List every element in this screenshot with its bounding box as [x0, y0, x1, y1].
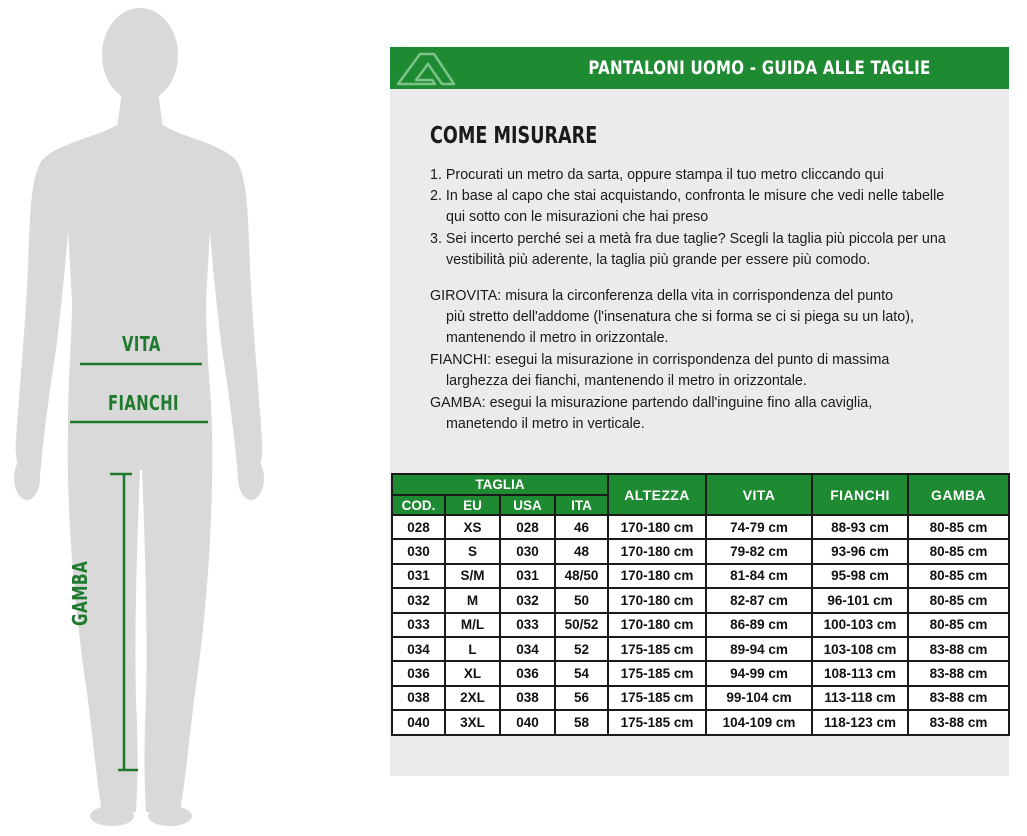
table-row — [392, 686, 1009, 710]
table-row — [392, 613, 1009, 637]
table-row — [392, 588, 1009, 612]
instruction-step-2: 2. In base al capo che stai acquistando, confronta le misure che vedi nelle tabelle qui sotto con le misurazioni che hai preso — [430, 188, 945, 225]
cell-ita: 48 — [555, 539, 608, 563]
cell-usa: 040 — [500, 710, 555, 734]
instruction-step-1: 1. Procurati un metro da sarta, oppure stampa il tuo metro cliccando qui — [430, 167, 884, 183]
cell-usa: 032 — [500, 588, 555, 612]
cell-usa: 036 — [500, 661, 555, 685]
cell-altezza: 175-185 cm — [608, 661, 706, 685]
header-vita: VITA — [706, 474, 812, 515]
cell-cod: 031 — [392, 564, 445, 588]
cell-eu: XL — [445, 661, 500, 685]
cell-vita: 89-94 cm — [706, 637, 812, 661]
cell-vita: 79-82 cm — [706, 539, 812, 563]
label-gamba: GAMBA — [68, 560, 92, 626]
cell-altezza: 170-180 cm — [608, 539, 706, 563]
header-cod: COD. — [392, 495, 445, 515]
cell-altezza: 170-180 cm — [608, 564, 706, 588]
cell-vita: 86-89 cm — [706, 613, 812, 637]
cell-fianchi: 96-101 cm — [812, 588, 908, 612]
cell-gamba: 83-88 cm — [908, 686, 1009, 710]
cell-usa: 034 — [500, 637, 555, 661]
header-gamba: GAMBA — [908, 474, 1009, 515]
cell-fianchi: 103-108 cm — [812, 637, 908, 661]
cell-gamba: 80-85 cm — [908, 515, 1009, 539]
cell-ita: 54 — [555, 661, 608, 685]
page-title: PANTALONI UOMO - GUIDA ALLE TAGLIE — [588, 57, 931, 79]
table-row — [392, 539, 1009, 563]
cell-gamba: 83-88 cm — [908, 710, 1009, 734]
cell-ita: 46 — [555, 515, 608, 539]
cell-fianchi: 108-113 cm — [812, 661, 908, 685]
brand-logo-icon — [394, 50, 458, 86]
definition-gamba: GAMBA: esegui la misurazione partendo dall'inguine fino alla caviglia, manetendo il metro in verticale. — [430, 395, 873, 432]
header-altezza: ALTEZZA — [608, 474, 706, 515]
definition-girovita: GIROVITA: misura la circonferenza della vita in corrispondenza del punto più stretto dell'addome (l'insenatura che si forma se ci si piega su un lato), mantenendo il metro in orizzontale. — [430, 288, 914, 346]
cell-eu: M/L — [445, 613, 500, 637]
cell-eu: L — [445, 637, 500, 661]
cell-usa: 033 — [500, 613, 555, 637]
cell-eu: 2XL — [445, 686, 500, 710]
table-row — [392, 637, 1009, 661]
cell-cod: 034 — [392, 637, 445, 661]
cell-usa: 028 — [500, 515, 555, 539]
cell-gamba: 80-85 cm — [908, 613, 1009, 637]
cell-cod: 030 — [392, 539, 445, 563]
cell-cod: 033 — [392, 613, 445, 637]
cell-vita: 81-84 cm — [706, 564, 812, 588]
size-guide-card — [390, 47, 1009, 776]
cell-usa: 030 — [500, 539, 555, 563]
cell-fianchi: 118-123 cm — [812, 710, 908, 734]
cell-fianchi: 113-118 cm — [812, 686, 908, 710]
cell-cod: 038 — [392, 686, 445, 710]
cell-ita: 50 — [555, 588, 608, 612]
cell-vita: 104-109 cm — [706, 710, 812, 734]
cell-eu: S — [445, 539, 500, 563]
cell-ita: 56 — [555, 686, 608, 710]
cell-ita: 58 — [555, 710, 608, 734]
cell-cod: 032 — [392, 588, 445, 612]
cell-altezza: 170-180 cm — [608, 515, 706, 539]
size-table-body — [392, 515, 1009, 735]
cell-fianchi: 95-98 cm — [812, 564, 908, 588]
cell-vita: 74-79 cm — [706, 515, 812, 539]
body-figure — [0, 0, 290, 836]
header-eu: EU — [445, 495, 500, 515]
cell-altezza: 170-180 cm — [608, 588, 706, 612]
cell-gamba: 80-85 cm — [908, 564, 1009, 588]
cell-cod: 028 — [392, 515, 445, 539]
header-taglia: TAGLIA — [392, 474, 608, 495]
cell-altezza: 175-185 cm — [608, 686, 706, 710]
table-row — [392, 515, 1009, 539]
cell-usa: 031 — [500, 564, 555, 588]
cell-eu: S/M — [445, 564, 500, 588]
definition-fianchi: FIANCHI: esegui la misurazione in corrispondenza del punto di massima larghezza dei fianchi, mantenendo il metro in orizzontale. — [430, 352, 890, 389]
header-fianchi: FIANCHI — [812, 474, 908, 515]
cell-altezza: 175-185 cm — [608, 637, 706, 661]
table-row — [392, 661, 1009, 685]
how-to-measure-heading: COME MISURARE — [430, 123, 598, 149]
cell-eu: 3XL — [445, 710, 500, 734]
cell-altezza: 170-180 cm — [608, 613, 706, 637]
header-usa: USA — [500, 495, 555, 515]
cell-cod: 040 — [392, 710, 445, 734]
cell-eu: XS — [445, 515, 500, 539]
cell-ita: 50/52 — [555, 613, 608, 637]
instruction-step-3: 3. Sei incerto perché sei a metà fra due taglie? Scegli la taglia più piccola per una vestibilità più aderente, la taglia più grande per essere più comodo. — [430, 231, 946, 268]
cell-gamba: 80-85 cm — [908, 539, 1009, 563]
cell-ita: 52 — [555, 637, 608, 661]
cell-fianchi: 88-93 cm — [812, 515, 908, 539]
card-header — [390, 47, 1009, 89]
cell-gamba: 80-85 cm — [908, 588, 1009, 612]
cell-usa: 038 — [500, 686, 555, 710]
cell-gamba: 83-88 cm — [908, 637, 1009, 661]
cell-fianchi: 100-103 cm — [812, 613, 908, 637]
cell-fianchi: 93-96 cm — [812, 539, 908, 563]
body-silhouette — [0, 0, 290, 836]
table-row — [392, 564, 1009, 588]
cell-vita: 94-99 cm — [706, 661, 812, 685]
cell-ita: 48/50 — [555, 564, 608, 588]
cell-eu: M — [445, 588, 500, 612]
size-table — [391, 473, 1010, 736]
cell-altezza: 175-185 cm — [608, 710, 706, 734]
header-ita: ITA — [555, 495, 608, 515]
cell-vita: 82-87 cm — [706, 588, 812, 612]
table-row — [392, 710, 1009, 734]
label-fianchi: FIANCHI — [108, 391, 179, 415]
label-vita: VITA — [122, 332, 161, 356]
cell-vita: 99-104 cm — [706, 686, 812, 710]
cell-cod: 036 — [392, 661, 445, 685]
cell-gamba: 83-88 cm — [908, 661, 1009, 685]
